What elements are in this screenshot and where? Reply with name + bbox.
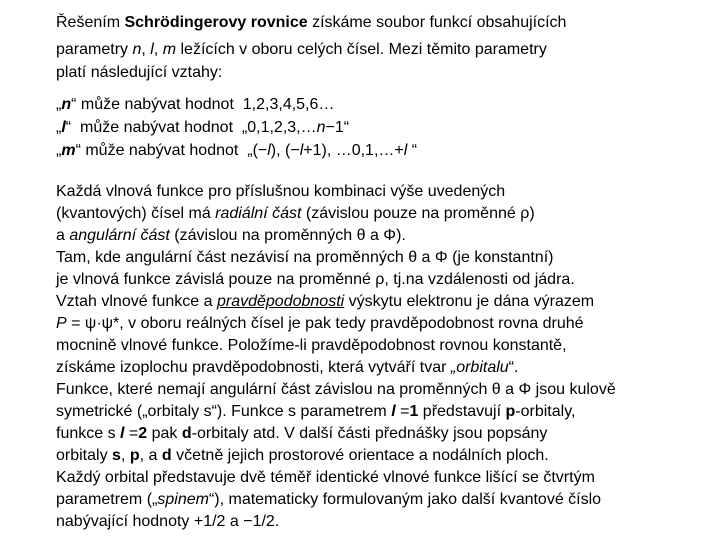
relation-m: „m“ může nabývat hodnot „(−l), (−l+1), …0,1,…+l “ (56, 142, 418, 159)
body-line-14: Každý orbital představuje dvě téměř identické vlnové funkce lišící se čtvrtým (56, 469, 595, 486)
body-line-2: (kvantových) čísel má radiální část (závislou pouze na proměnné ρ) (56, 205, 535, 222)
relation-l: „l“ může nabývat hodnot „0,1,2,3,…n−1“ (56, 119, 350, 136)
body-line-10: Funkce, které nemají angulární část závislou na proměnných θ a Φ jsou kulově (56, 381, 616, 398)
body-line-3: a angulární část (závislou na proměnných θ a Φ). (56, 227, 406, 244)
body-line-7: P = ψ·ψ*, v oboru reálných čísel je pak tedy pravděpodobnost rovna druhé (56, 315, 584, 332)
relation-n: „n“ může nabývat hodnot 1,2,3,4,5,6… (56, 96, 335, 113)
body-line-16: nabývající hodnoty +1/2 a −1/2. (56, 513, 280, 530)
body-line-12: funkce s l =2 pak d-orbitaly atd. V další části přednášky jsou popsány (56, 425, 548, 442)
body-line-13: orbitaly s, p, a d včetně jejich prostorové orientace a nodálních ploch. (56, 447, 549, 464)
intro-line-2: parametry n, l, m ležících v oboru celých čísel. Mezi těmito parametry (56, 41, 547, 58)
body-line-4: Tam, kde angulární část nezávisí na proměnných θ a Φ (je konstantní) (56, 249, 554, 266)
intro-line-3: platí následující vztahy: (56, 64, 223, 81)
intro-line-1: Řešením Schrödingerovy rovnice získáme soubor funkcí obsahujících (56, 14, 567, 31)
body-line-5: je vlnová funkce závislá pouze na proměnné ρ, tj.na vzdálenosti od jádra. (56, 271, 575, 288)
body-line-15: parametrem („spinem“), matematicky formulovaným jako další kvantové číslo (56, 491, 602, 508)
body-line-11: symetrické („orbitaly s“). Funkce s parametrem l =1 představují p-orbitaly, (56, 403, 576, 420)
body-line-9: získáme izoplochu pravděpodobnosti, která vytváří tvar „orbitalu“. (56, 359, 519, 376)
body-line-6: Vztah vlnové funkce a pravděpodobnosti výskytu elektronu je dána výrazem (56, 293, 595, 310)
body-line-8: mocnině vlnové funkce. Položíme-li pravděpodobnost rovnou konstantě, (56, 337, 567, 354)
body-line-1: Každá vlnová funkce pro příslušnou kombinaci výše uvedených (56, 183, 506, 200)
